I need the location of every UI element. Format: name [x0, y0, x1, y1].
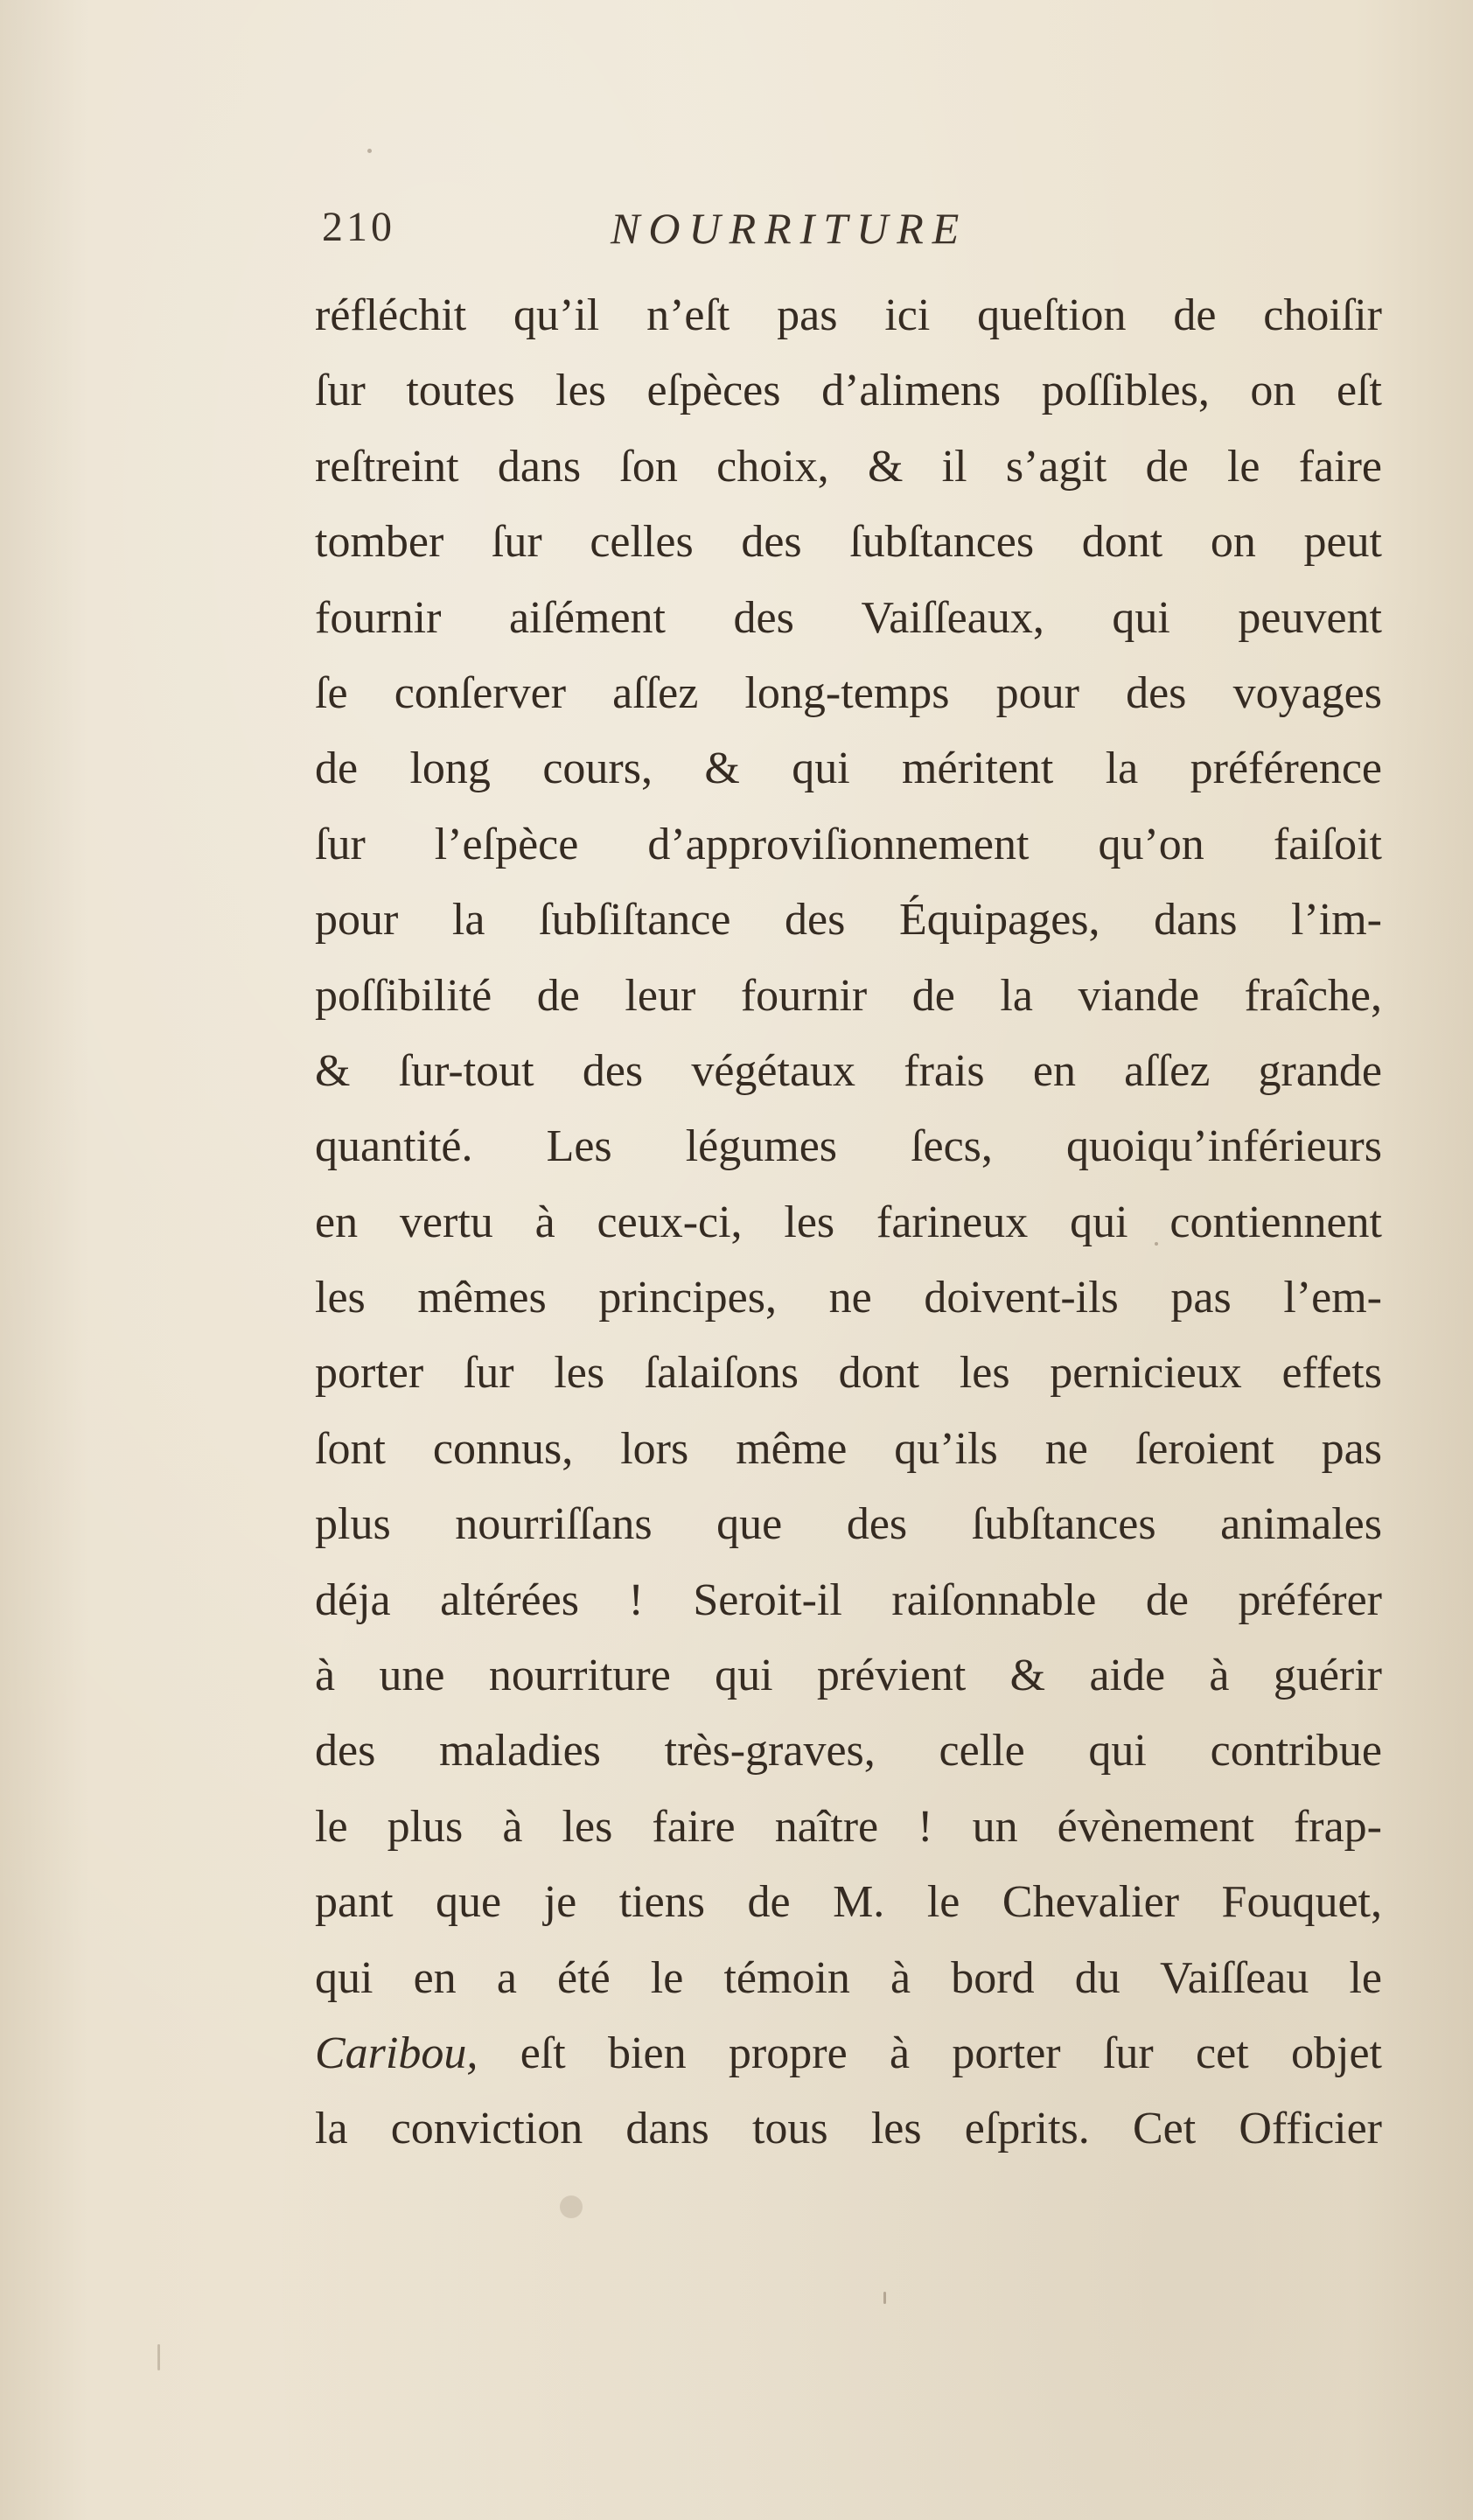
- text-line: reſtreint dans ſon choix, & il s’agit de le faire: [315, 441, 1382, 492]
- text-line: en vertu à ceux-ci, les farineux qui contiennent: [315, 1197, 1382, 1247]
- text-line: & ſur-tout des végétaux frais en aſſez grande: [315, 1045, 1382, 1096]
- text-line: réfléchit qu’il n’eſt pas ici queſtion de choiſir: [315, 290, 1382, 340]
- text-line: ſont connus, lors même qu’ils ne ſeroient pas: [315, 1423, 1382, 1474]
- text-line: à une nourriture qui prévient & aide à guérir: [315, 1651, 1382, 1701]
- running-head: NOURRITURE: [611, 204, 968, 253]
- text-line: ſe conſerver aſſez long-temps pour des voyages: [315, 667, 1382, 718]
- paper-speck: [367, 149, 372, 153]
- paper-speck: [157, 2344, 160, 2370]
- text-line: pour la ſubſiſtance des Équipages, dans l’im-: [315, 895, 1382, 946]
- text-line-remainder: eſt bien propre à porter ſur cet objet: [478, 2028, 1382, 2078]
- paper-speck: [883, 2292, 886, 2304]
- text-line: de long cours, & qui méritent la préférence: [315, 743, 1382, 794]
- text-line: porter ſur les ſalaiſons dont les pernicieux effets: [315, 1348, 1382, 1399]
- text-line: déja altérées ! Seroit-il raiſonnable de préférer: [315, 1574, 1382, 1625]
- text-line: les mêmes principes, ne doivent-ils pas l’em-: [315, 1273, 1382, 1323]
- text-line: des maladies très-graves, celle qui contribue: [315, 1726, 1382, 1777]
- text-line: plus nourriſſans que des ſubſtances animales: [315, 1499, 1382, 1550]
- paper-speck: [1155, 1242, 1158, 1246]
- text-line: fournir aiſément des Vaiſſeaux, qui peuvent: [315, 592, 1382, 643]
- ship-name-italic: Caribou,: [315, 2028, 478, 2078]
- text-line: la conviction dans tous les eſprits. Cet Officier: [315, 2104, 1382, 2154]
- text-line: quantité. Les légumes ſecs, quoiqu’inférieurs: [315, 1121, 1382, 1172]
- text-line: pant que je tiens de M. le Chevalier Fouquet,: [315, 1877, 1382, 1928]
- text-line: tomber ſur celles des ſubſtances dont on peut: [315, 517, 1382, 568]
- text-line: ſur l’eſpèce d’approviſionnement qu’on faiſoit: [315, 819, 1382, 869]
- text-line: ſur toutes les eſpèces d’alimens poſſibles, on eſt: [315, 366, 1382, 416]
- page-number: 210: [322, 204, 395, 250]
- page-header: [322, 203, 1398, 264]
- text-line: qui en a été le témoin à bord du Vaiſſeau le: [315, 1952, 1382, 2003]
- text-line-with-ship-name: [315, 2016, 1382, 2091]
- text-line: le plus à les faire naître ! un évènement frap-: [315, 1801, 1382, 1852]
- body-text: [315, 278, 1382, 2167]
- text-line: poſſibilité de leur fournir de la viande fraîche,: [315, 970, 1382, 1021]
- paper-speck: [560, 2195, 583, 2218]
